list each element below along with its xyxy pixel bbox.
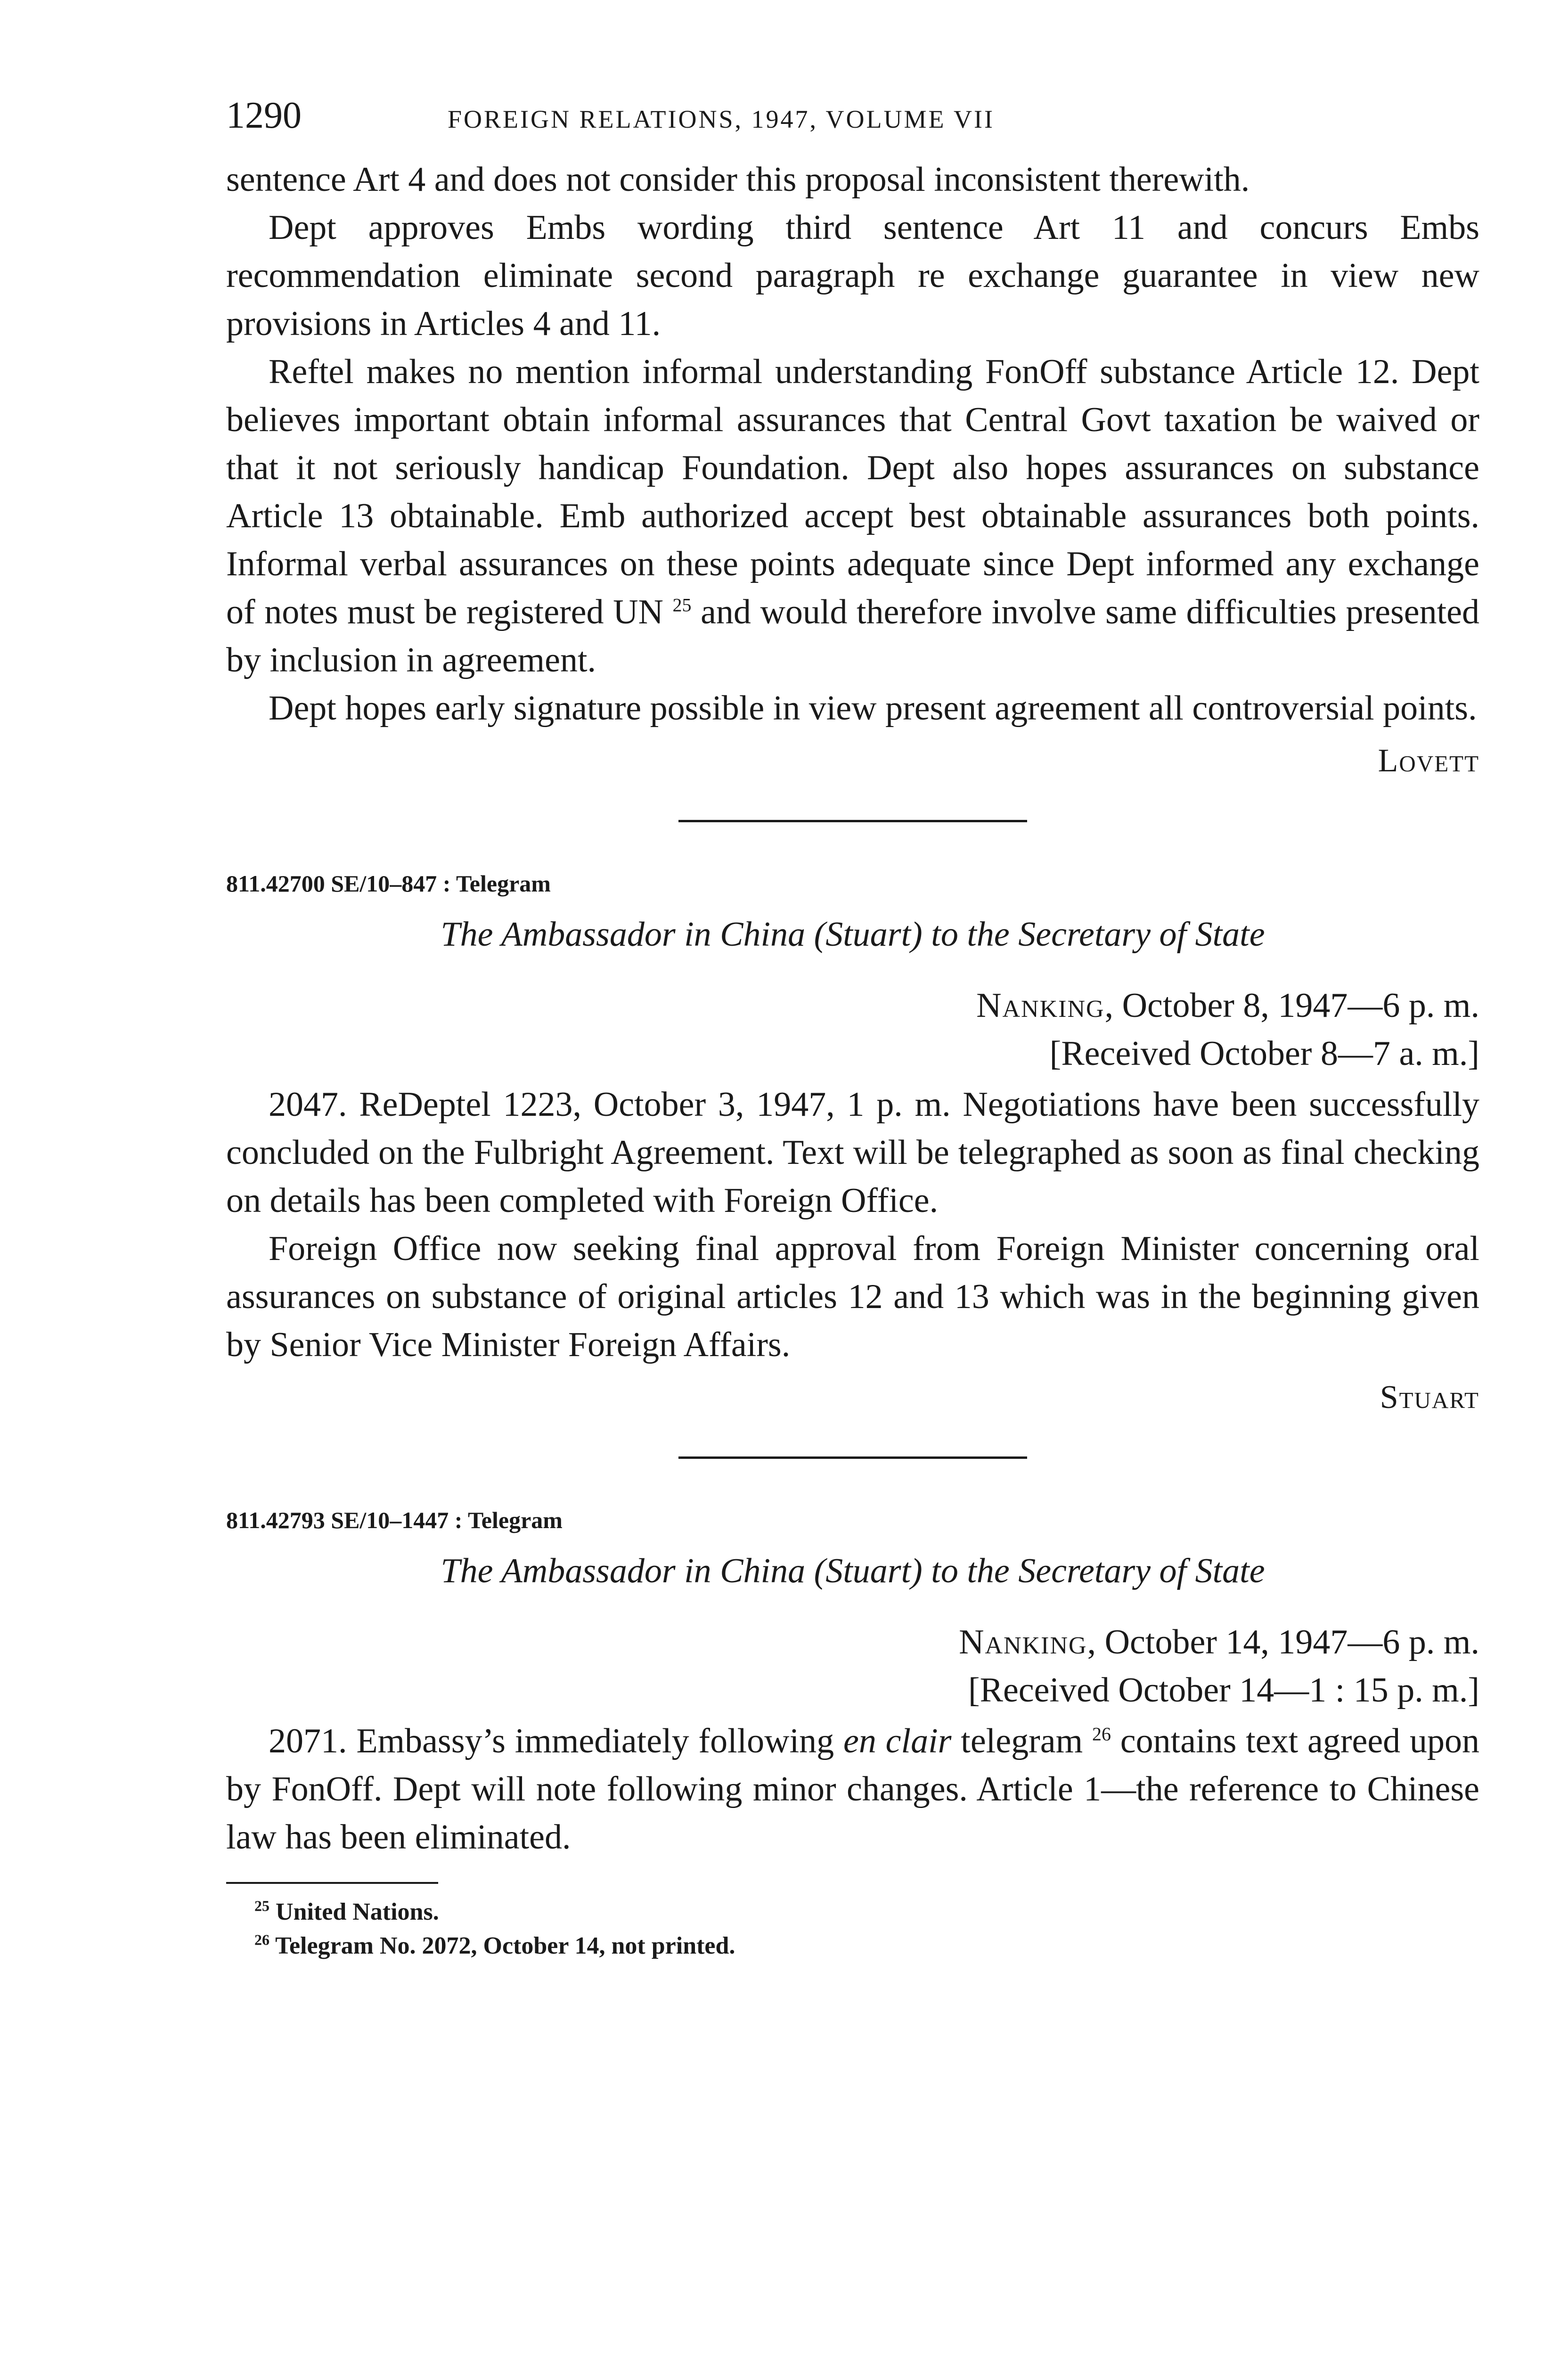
footnote-divider: [226, 1882, 438, 1884]
document-heading: The Ambassador in China (Stuart) to the Secretary of State: [441, 1552, 1265, 1590]
footnote-reference[interactable]: 26: [1092, 1723, 1111, 1745]
footnotes: [226, 1895, 1479, 1963]
footnote-reference[interactable]: 25: [672, 594, 692, 616]
journal-title: FOREIGN RELATIONS, 1947, VOLUME VII: [448, 105, 995, 133]
dateline-place: Nanking: [959, 1623, 1087, 1661]
section-lovett-telegram: [226, 155, 1479, 787]
footnote-mark: 26: [254, 1931, 270, 1948]
paragraph: Foreign Office now seeking final approval from Foreign Minister concerning oral assurances on substance of original articles 12 and 13 which was in the beginning given by Senior Vice Minister Foreign Affairs.: [226, 1229, 1479, 1364]
dateline: [226, 982, 1479, 1030]
paragraph-text: telegram: [951, 1722, 1083, 1760]
section-stuart-telegram-2047: [226, 865, 1479, 1423]
paragraph-text: and would therefore involve same difficulties presented by inclusion in agreement.: [226, 593, 1479, 679]
paragraph-text: contains text agreed upon by FonOff. Dept will note following minor changes. Article 1—the reference to Chinese law has been eliminated.: [226, 1722, 1480, 1857]
section-divider: [678, 820, 1027, 822]
file-reference: 811.42793 SE/10–1447 : Telegram: [226, 1507, 563, 1533]
dateline-date: , October 14, 1947—6 p. m.: [1087, 1623, 1479, 1661]
document-heading: The Ambassador in China (Stuart) to the Secretary of State: [441, 915, 1265, 954]
dateline-date: , October 8, 1947—6 p. m.: [1104, 986, 1479, 1025]
section-stuart-telegram-2071: [226, 1501, 1479, 1861]
italic-phrase: en clair: [843, 1722, 952, 1760]
section-divider: [678, 1456, 1027, 1459]
dateline-place: Nanking: [976, 986, 1105, 1025]
dateline: [226, 1618, 1479, 1666]
paragraph-text: 2071. Embassy’s immediately following: [269, 1722, 844, 1760]
footnote: [226, 1929, 1479, 1963]
signature: Stuart: [1380, 1379, 1479, 1415]
footnote: [226, 1895, 1479, 1929]
document-page: [226, 94, 1479, 1963]
paragraph-text: Reftel makes no mention informal understanding FonOff substance Article 12. Dept believes important obtain informal assurances that Central Govt taxation be waived or that it not seriously handicap Foundation. Dept also hopes assurances on substance Article 13 obtainable. Emb authorized accept best obtainable assurances both points. Informal verbal assurances on these points adequate since Dept informed any exchange of notes must be registered UN: [226, 352, 1479, 631]
signature: Lovett: [1378, 743, 1479, 779]
footnote-mark: 25: [254, 1897, 270, 1914]
paragraph: [226, 348, 1479, 684]
page-number: 1290: [226, 95, 302, 136]
paragraph: sentence Art 4 and does not consider this proposal inconsistent therewith.: [226, 160, 1250, 199]
paragraph: Dept hopes early signature possible in view present agreement all controversial points.: [269, 689, 1477, 728]
footnote-text: Telegram No. 2072, October 14, not printed.: [275, 1932, 735, 1959]
received-line: [Received October 8—7 a. m.]: [1049, 1034, 1479, 1073]
file-reference: 811.42700 SE/10–847 : Telegram: [226, 870, 551, 897]
paragraph: Dept approves Embs wording third sentence Art 11 and concurs Embs recommendation eliminate second paragraph re exchange guarantee in view new provisions in Articles 4 and 11.: [226, 208, 1479, 343]
received-line: [Received October 14—1 : 15 p. m.]: [968, 1671, 1479, 1710]
paragraph: [226, 1717, 1479, 1861]
paragraph: 2047. ReDeptel 1223, October 3, 1947, 1 p. m. Negotiations have been successfully concluded on the Fulbright Agreement. Text will be telegraphed as soon as final checking on details has been completed with Foreign Office.: [226, 1085, 1479, 1220]
footnote-text: United Nations.: [276, 1898, 439, 1925]
running-head: [226, 94, 1479, 151]
